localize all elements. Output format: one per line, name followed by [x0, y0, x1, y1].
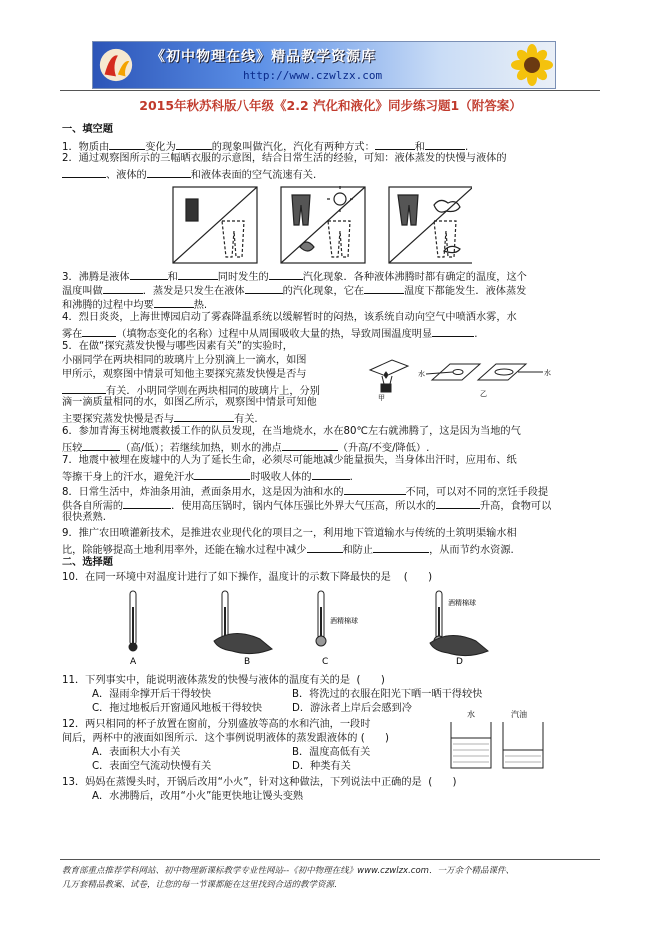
- figure-yi: [426, 364, 543, 380]
- site-logo-icon: [97, 46, 135, 84]
- question-13-option-a: A．水沸腾后，改用“小火”能更快地让馒头变熟: [92, 791, 304, 802]
- option-a-thermometer: [129, 591, 137, 651]
- figure-jia: [370, 360, 408, 392]
- water-label-right: 水: [544, 369, 551, 377]
- question-3-line-1: 3．沸腾是液体 和 同时发生的 汽化现象．各种液体沸腾时都有确定的温度，这个: [62, 268, 527, 285]
- question-13-stem: 13．妈妈在蒸馒头时，开锅后改用“小火”，针对这种做法，下列说法中正确的是 ( ): [62, 777, 457, 788]
- footer-line-2: 几万套精品教案、试卷，让您的每一节课都能在这里找到合适的教学资源．: [62, 880, 343, 890]
- question-6-line-1: 6．参加青海玉树地震救援工作的队员发现，在当地烧水，水在80℃左右就沸腾了，这是因为当地的气: [62, 426, 521, 437]
- water-label-left: 水: [418, 370, 425, 378]
- footer-line-1: 教育部重点推荐学科网站、初中物理新课标教学专业性网站--《初中物理在线》www.czwlzx.com．一万余个精品课件、: [62, 866, 514, 876]
- evaporation-experiment-figure: [368, 352, 553, 402]
- option-d-label: D: [456, 657, 463, 665]
- question-11-option-d: D．游泳者上岸后会感到冷: [292, 703, 412, 714]
- cup-water-label: 水: [467, 710, 475, 719]
- question-4-line-1: 4．烈日炎炎，上海世博园启动了雾森降温系统以缓解暂时的闷热，该系统自动向空气中喷洒水雾，水: [62, 312, 517, 323]
- question-12-option-b: B．温度高低有关: [292, 747, 371, 758]
- thermometer-options-figure: [118, 587, 518, 665]
- section-heading-choice: 二、选择题: [62, 557, 113, 568]
- section-heading-fill: 一、填空题: [62, 124, 113, 135]
- cup-petrol-label: 汽油: [511, 710, 527, 719]
- footer-rule: [60, 859, 600, 860]
- option-a-label: A: [130, 657, 137, 665]
- question-7-line-2: 等擦干身上的汗水，避免汗水 时吸收人体的 .: [62, 468, 353, 485]
- question-8-line-2: 供各自所需的 ．使用高压锅时，锅内气体压强比外界大气压高，所以水的 升高，食物可以: [62, 497, 551, 514]
- question-9-line-1: 9．推广农田喷灌新技术，是推进农业现代化的项目之一，利用地下管道输水与传统的土筑明渠输水相: [62, 528, 517, 539]
- cup-water: [451, 722, 491, 768]
- header-banner: [92, 41, 556, 89]
- question-3-line-2: 温度叫做 ．蒸发是只发生在液体 的汽化现象，它在 温度下都能发生．液体蒸发: [62, 282, 526, 299]
- question-5-line-1: 5．在做“探究蒸发快慢与哪些因素有关”的实验时，: [62, 341, 293, 352]
- option-d-cotton-label: 酒精棉球: [448, 599, 476, 607]
- question-4-line-2: 雾在 （填物态变化的名称）过程中从周围吸收大量的热，导致周围温度明显 .: [62, 325, 477, 342]
- question-12-line-2: 间后，两杯中的液面如图所示．这个事例说明液体的蒸发跟液体的 ( ): [62, 733, 390, 744]
- drying-panel-1: [173, 187, 257, 263]
- two-cups-figure: [445, 708, 553, 774]
- question-5-line-4: 有关．小明同学则在两块相同的玻璃片上，分别: [62, 382, 320, 399]
- cup-petrol: [503, 722, 543, 768]
- question-8-line-3: 很快煮熟.: [62, 512, 106, 523]
- question-6-line-2: 压较 （高/低）；若继续加热，则水的沸点 （升高/不变/降低）.: [62, 439, 429, 456]
- drying-panel-3: [389, 187, 472, 263]
- question-5-line-3: 甲所示，观察图中情景可知他主要探究蒸发快慢是否与: [62, 369, 307, 380]
- figure-yi-label: 乙: [480, 390, 487, 398]
- question-10-stem: 10．在同一环境中对温度计进行了如下操作，温度计的示数下降最快的是 ( ): [62, 572, 433, 583]
- question-12-line-1: 12．两只相同的杯子放置在窗前，分别盛放等高的水和汽油，一段时: [62, 719, 371, 730]
- question-5-line-6: 主要探究蒸发快慢是否与 有关.: [62, 410, 258, 427]
- question-5-line-2: 小丽同学在两块相同的玻璃片上分别滴上一滴水，如图: [62, 355, 307, 366]
- option-c-label: C: [322, 657, 329, 665]
- question-12-option-a: A．表面积大小有关: [92, 747, 181, 758]
- question-2-line-2: 、液体的 和液体表面的空气流速有关.: [62, 166, 316, 183]
- banner-url[interactable]: http://www.czwlzx.com: [243, 69, 383, 82]
- sunflower-icon: [511, 44, 553, 86]
- question-11-stem: 11．下列事实中，能说明液体蒸发的快慢与液体的温度有关的是 ( ): [62, 675, 385, 686]
- question-2-line-1: 2．通过观察图所示的三幅晒衣服的示意图，结合日常生活的经验，可知：液体蒸发的快慢与液体的: [62, 153, 507, 164]
- question-5-line-5: 滴一滴质量相同的水，如图乙所示，观察图中情景可知他: [62, 397, 317, 408]
- question-12-option-c: C．表面空气流动快慢有关: [92, 761, 212, 772]
- option-b-label: B: [244, 657, 251, 665]
- question-11-option-b: B．将洗过的衣服在阳光下晒一晒干得较快: [292, 689, 483, 700]
- option-c-cotton-label: 酒精棉球: [330, 617, 358, 625]
- clothes-drying-figure: [172, 185, 472, 265]
- question-11-option-a: A．湿雨伞撑开后干得较快: [92, 689, 212, 700]
- question-11-option-c: C．拖过地板后开窗通风地板干得较快: [92, 703, 263, 714]
- question-8-line-1: 8．日常生活中，炸油条用油，煮面条用水，这是因为油和水的 不同，可以对不同的烹饪手段提: [62, 483, 548, 500]
- question-12-option-d: D．种类有关: [292, 761, 351, 772]
- option-b-thermometer: [214, 591, 272, 654]
- drying-panel-2: [281, 186, 365, 263]
- page-title: 2015年秋苏科版八年级《2.2 汽化和液化》同步练习题1（附答案）: [139, 98, 522, 113]
- header-rule: [60, 90, 600, 91]
- question-7-line-1: 7．地震中被埋在废墟中的人为了延长生命，必须尽可能地减少能量损失，当身体出汗时，应用布、纸: [62, 455, 517, 466]
- question-3-line-3: 和沸腾的过程中均要 热.: [62, 296, 207, 313]
- figure-jia-label: 甲: [378, 394, 385, 402]
- question-9-line-2: 比，除能够提高土地利用率外，还能在输水过程中减少 和防止 ，从而节约水资源.: [62, 541, 514, 558]
- question-1: 1．物质由 变化为 的现象叫做汽化，汽化有两种方式： 和 .: [62, 138, 468, 155]
- option-c-thermometer: [316, 591, 326, 646]
- banner-title: 《初中物理在线》精品教学资源库: [151, 49, 376, 65]
